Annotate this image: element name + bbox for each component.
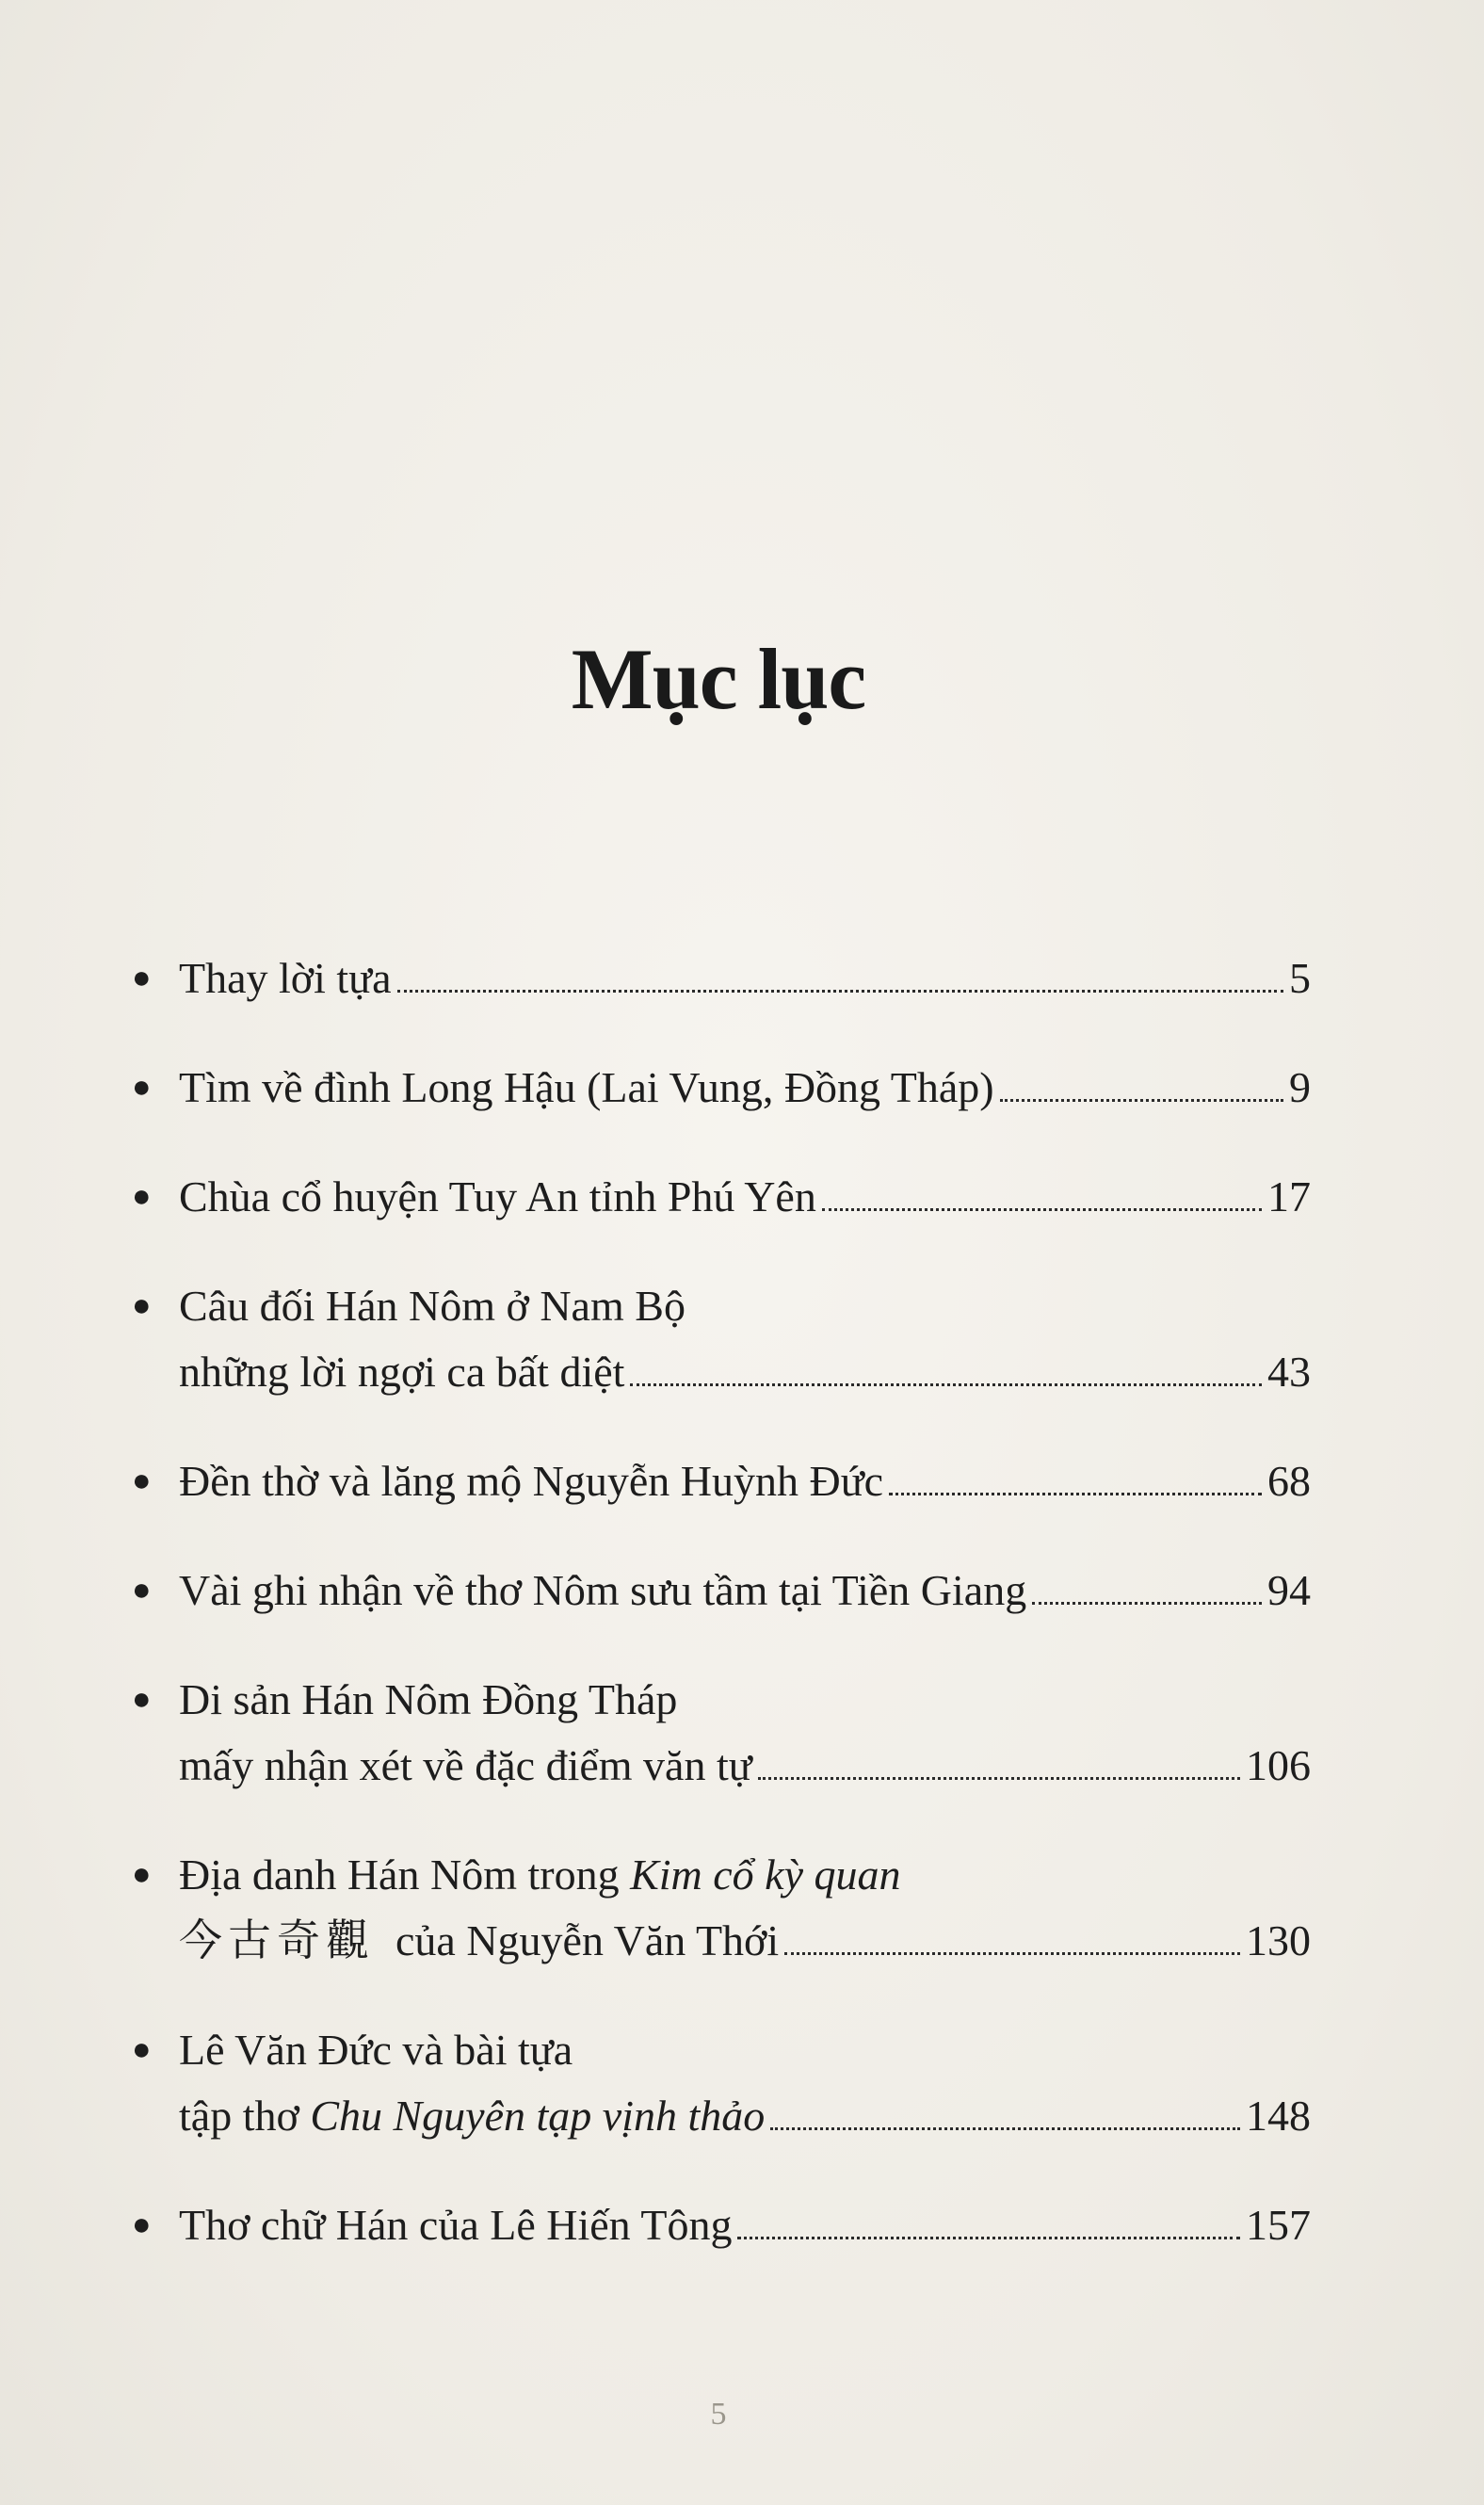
toc-line <box>122 2023 1311 2077</box>
toc-title-continued <box>179 1914 779 1968</box>
toc-page-number: 43 <box>1267 1348 1311 1396</box>
dot-leader <box>397 990 1283 993</box>
toc-line <box>122 1738 1311 1793</box>
toc-entry <box>122 2023 1311 2143</box>
dot-leader <box>770 2127 1240 2130</box>
dot-leader <box>889 1493 1262 1495</box>
page-number: 5 <box>710 2397 727 2432</box>
toc-title-text: Địa danh Hán Nôm trong <box>179 1850 631 1899</box>
toc-line <box>122 1848 1311 1902</box>
toc-page-number: 157 <box>1246 2201 1311 2249</box>
toc-title-italic: Chu Nguyên tạp vịnh thảo <box>310 2092 766 2140</box>
toc-line <box>122 1170 1311 1224</box>
bullet-icon: ● <box>132 1857 152 1892</box>
toc-page-number: 106 <box>1246 1741 1311 1789</box>
toc-line <box>122 1454 1311 1509</box>
page-title: Mục lục <box>571 631 866 727</box>
toc-title-text: tập thơ <box>179 2092 311 2140</box>
toc-page-number: 5 <box>1289 954 1311 1002</box>
toc-page-number: 68 <box>1267 1457 1311 1505</box>
toc-line <box>122 2089 1311 2143</box>
toc-line <box>122 1563 1311 1618</box>
toc-line <box>122 1914 1311 1968</box>
toc-line <box>122 1345 1311 1399</box>
bullet-icon: ● <box>132 2207 152 2242</box>
toc-title-continued: những lời ngợi ca bất diệt <box>179 1348 625 1396</box>
dot-leader <box>822 1208 1262 1211</box>
toc-line <box>122 1673 1311 1727</box>
toc-entry <box>122 1848 1311 1968</box>
toc-entry <box>122 1279 1311 1399</box>
toc-entry <box>122 1563 1311 1618</box>
toc-title: Vài ghi nhận về thơ Nôm sưu tầm tại Tiền Giang <box>179 1566 1027 1614</box>
toc-title: Tìm về đình Long Hậu (Lai Vung, Đồng Tháp) <box>179 1063 994 1111</box>
toc-page-number: 94 <box>1267 1566 1311 1614</box>
toc-title: Đền thờ và lăng mộ Nguyễn Huỳnh Đức <box>179 1457 884 1505</box>
toc-title-continued <box>179 2089 765 2143</box>
bullet-icon: ● <box>132 1288 152 1323</box>
toc-page-number: 148 <box>1246 2092 1311 2140</box>
toc-title: Thơ chữ Hán của Lê Hiến Tông <box>179 2201 733 2249</box>
toc-line <box>122 1060 1311 1115</box>
dot-leader <box>1000 1099 1283 1102</box>
bullet-icon: ● <box>132 1463 152 1498</box>
bullet-icon: ● <box>132 1179 152 1214</box>
toc-title: Di sản Hán Nôm Đồng Tháp <box>179 1675 678 1723</box>
dot-leader <box>630 1383 1262 1386</box>
bullet-icon: ● <box>132 1573 152 1608</box>
toc-title-italic: Kim cổ kỳ quan <box>630 1850 901 1899</box>
bullet-icon: ● <box>132 961 152 995</box>
toc-entry <box>122 1454 1311 1509</box>
toc-entry <box>122 2198 1311 2253</box>
toc-line <box>122 1279 1311 1333</box>
bullet-icon: ● <box>132 2032 152 2067</box>
toc-entry <box>122 1673 1311 1793</box>
han-characters: 今古奇觀 <box>179 1916 375 1964</box>
toc-title <box>179 1848 901 1902</box>
dot-leader <box>737 2237 1240 2239</box>
toc-page-number: 9 <box>1289 1063 1311 1111</box>
toc-title-text: của Nguyễn Văn Thới <box>395 1916 780 1964</box>
dot-leader <box>784 1952 1240 1955</box>
toc-title: Lê Văn Đức và bài tựa <box>179 2026 573 2074</box>
toc-entry <box>122 1170 1311 1224</box>
toc-line <box>122 2198 1311 2253</box>
toc-title: Câu đối Hán Nôm ở Nam Bộ <box>179 1282 686 1330</box>
dot-leader <box>1032 1602 1262 1605</box>
toc-title: Chùa cổ huyện Tuy An tỉnh Phú Yên <box>179 1172 816 1220</box>
bullet-icon: ● <box>132 1070 152 1105</box>
toc-page-number: 130 <box>1246 1916 1311 1964</box>
toc-page-number: 17 <box>1267 1172 1311 1220</box>
toc-entry <box>122 1060 1311 1115</box>
toc-title-continued: mấy nhận xét về đặc điểm văn tự <box>179 1741 752 1789</box>
bullet-icon: ● <box>132 1682 152 1717</box>
toc-line <box>122 951 1311 1006</box>
table-of-contents <box>122 951 1311 2253</box>
toc-title: Thay lời tựa <box>179 954 392 1002</box>
dot-leader <box>758 1777 1240 1780</box>
toc-entry <box>122 951 1311 1006</box>
